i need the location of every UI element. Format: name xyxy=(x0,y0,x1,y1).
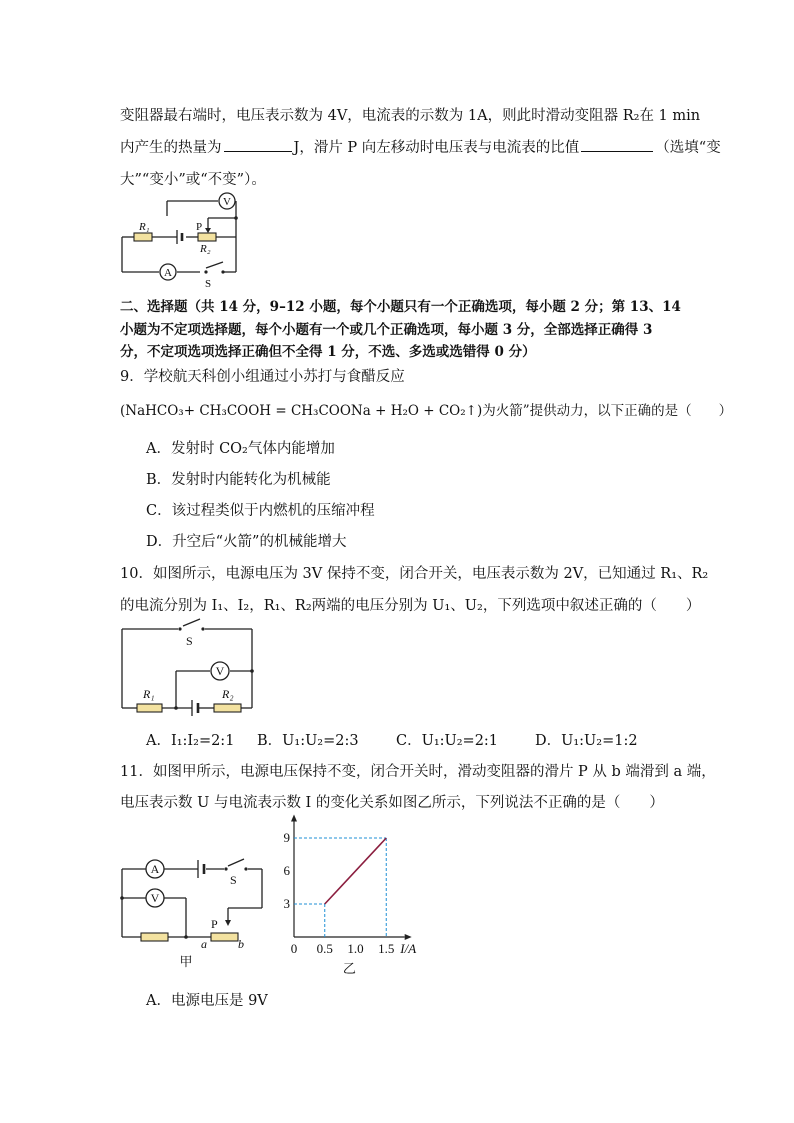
chart-x-label: I/A xyxy=(400,941,417,956)
q10-r1-label: R₁ xyxy=(143,687,155,701)
section2-line-2: 小题为不定项选择题，每个小题有一个或几个正确选项，每小题 3 分，全部选择正确得 3 xyxy=(120,322,653,338)
q8-line-2-b: J，滑片 P 向左移动时电压表与电流表的比值 xyxy=(293,140,580,156)
q10-option-b[interactable]: B．U₁:U₂=2:3 xyxy=(257,733,359,749)
chart-x-tick-label: 1.5 xyxy=(378,941,395,956)
q9-option-c[interactable]: C．该过程类似于内燃机的压缩冲程 xyxy=(146,503,375,519)
q11-option-a[interactable]: A．电源电压是 9V xyxy=(146,993,268,1009)
q10-stem-1: 10．如图所示，电源电压为 3V 保持不变，闭合开关，电压表示数为 2V，已知通过 R₁、R₂ xyxy=(120,566,709,582)
q8-r1-label: R₁ xyxy=(139,221,150,233)
q11-ammeter-label: A xyxy=(150,862,160,876)
chart-y-tick-label: 6 xyxy=(283,863,290,878)
q8-line-2-a: 内产生的热量为 xyxy=(120,140,222,156)
q9-stem-1: 9．学校航天科创小组通过小苏打与食醋反应 xyxy=(120,369,405,385)
q8-line-1: 变阻器最右端时，电压表示数为 4V，电流表的示数为 1A，则此时滑动变阻器 R₂在 1 min xyxy=(120,108,701,124)
q8-line-3: 大”“变小”或“不变”）。 xyxy=(120,172,266,188)
q11-voltmeter-label: V xyxy=(150,891,160,905)
q11-end-b-label: b xyxy=(238,937,244,951)
q11-end-a-label: a xyxy=(201,937,207,951)
q11-stem-2: 电压表示数 U 与电流表示数 I 的变化关系如图乙所示，下列说法不正确的是（ ） xyxy=(120,795,664,811)
q10-switch-label: S xyxy=(186,634,193,648)
section2-line-1: 二、选择题（共 14 分，9–12 小题，每个小题只有一个正确选项，每小题 2 分；第 13、14 xyxy=(120,299,681,315)
q9-option-d[interactable]: D．升空后“火箭”的机械能增大 xyxy=(146,534,347,550)
chart-series-line xyxy=(325,838,387,904)
chart-origin-label: 0 xyxy=(290,941,298,956)
section2-line-3: 分，不定项选项选择正确但不全得 1 分，不选、多选或选错得 0 分） xyxy=(120,344,536,360)
q9-option-a[interactable]: A．发射时 CO₂气体内能增加 xyxy=(146,441,335,457)
chart-x-axis-arrow xyxy=(405,934,412,940)
q10-r2-label: R₂ xyxy=(222,687,234,701)
q8-ammeter-label: A xyxy=(164,267,172,279)
q8-r2-label: R₂ xyxy=(200,243,211,255)
q11-circuit-caption: 甲 xyxy=(179,954,193,969)
q8-slider-label: P xyxy=(196,221,203,233)
q10-voltmeter-label: V xyxy=(215,664,225,678)
q8-voltmeter-label: V xyxy=(223,196,231,208)
chart-y-tick-label: 3 xyxy=(283,896,290,911)
q8-switch-label: S xyxy=(205,278,212,290)
chart-x-tick-label: 0.5 xyxy=(316,941,333,956)
q10-stem-2: 的电流分别为 I₁、I₂，R₁、R₂两端的电压分别为 U₁、U₂，下列选项中叙述正确的（ ） xyxy=(120,598,701,614)
q11-stem-1: 11．如图甲所示，电源电压保持不变，闭合开关时，滑动变阻器的滑片 P 从 b 端滑到 a 端， xyxy=(120,764,716,780)
q9-option-b[interactable]: B．发射时内能转化为机械能 xyxy=(146,472,331,488)
q11-switch-label: S xyxy=(230,873,237,887)
q10-option-a[interactable]: A．I₁:I₂=2:1 xyxy=(146,733,235,749)
q8-line-2-c: （选填“变 xyxy=(655,140,721,156)
q11-slider-label: P xyxy=(211,917,218,931)
chart-y-tick-label: 9 xyxy=(283,830,290,845)
chart-x-tick-label: 1.0 xyxy=(347,941,364,956)
q9-stem-2: (NaHCO₃+ CH₃COOH = CH₃COONa + H₂O + CO₂↑)为火箭”提供动力，以下正确的是（ ） xyxy=(120,403,733,419)
chart-caption: 乙 xyxy=(342,961,356,976)
chart-y-axis-arrow xyxy=(291,815,297,822)
q10-option-d[interactable]: D．U₁:U₂=1:2 xyxy=(535,733,638,749)
q10-option-c[interactable]: C．U₁:U₂=2:1 xyxy=(396,733,499,749)
